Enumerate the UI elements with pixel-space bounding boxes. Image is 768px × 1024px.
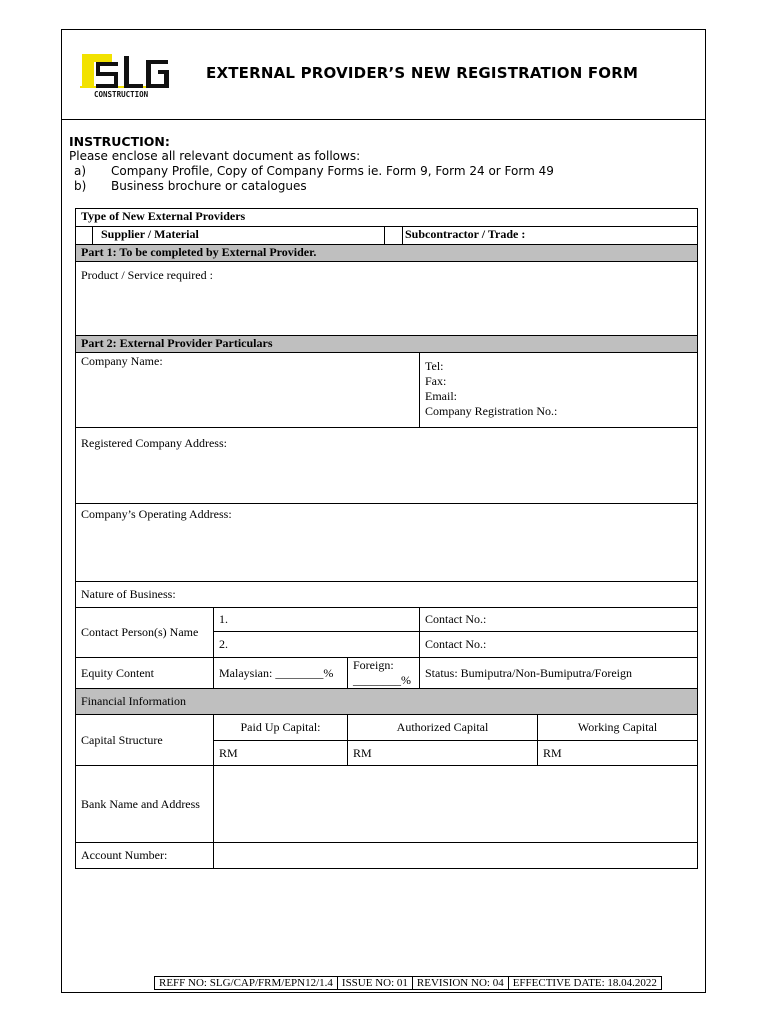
part1-heading: Part 1: To be completed by External Provider. [76,245,698,262]
status-field[interactable]: Status: Bumiputra/Non-Bumiputra/Foreign [420,658,698,689]
company-logo [80,50,180,100]
subcontractor-label [385,227,698,245]
malaysian-equity-field[interactable]: Malaysian: ________% [214,658,348,689]
operating-address-label: Company’s Operating Address: [81,507,232,521]
issue-no: ISSUE NO: 01 [337,976,413,990]
svg-text:CONSTRUCTION: CONSTRUCTION [94,90,149,99]
account-number-label: Account Number: [76,843,214,869]
instruction-text: Company Profile, Copy of Company Forms ie. Form 9, Form 24 or Form 49 [111,164,554,178]
fax-label: Fax: [425,374,447,388]
instruction-item [69,164,554,179]
contact-person-2-label: 2. [219,637,228,651]
paid-up-capital-field[interactable]: RM [214,741,348,766]
capital-structure-label: Capital Structure [76,715,214,766]
contact-person-label: Contact Person(s) Name [76,608,214,658]
document-footer [154,976,661,990]
operating-address-field[interactable] [76,504,698,582]
account-number-field[interactable] [214,843,698,869]
product-service-label: Product / Service required : [81,268,213,282]
instruction-marker: a) [74,164,87,178]
authorized-capital-field[interactable]: RM [348,741,538,766]
supplier-checkbox[interactable] [76,227,93,245]
reff-no: REFF NO: SLG/CAP/FRM/EPN12/1.4 [154,976,338,990]
subcontractor-checkbox[interactable] [385,227,403,244]
effective-date: EFFECTIVE DATE: 18.04.2022 [508,976,662,990]
contact-info-field[interactable] [420,353,698,428]
nature-of-business-label: Nature of Business: [81,587,176,601]
contact-no-label: Contact No.: [425,612,487,626]
paid-up-capital-header: Paid Up Capital: [214,715,348,741]
contact-person-2-field[interactable] [214,632,420,658]
instruction-text: Business brochure or catalogues [111,179,307,193]
contact-no-1-field[interactable] [420,608,698,632]
authorized-capital-header: Authorized Capital [348,715,538,741]
product-service-field[interactable] [76,262,698,336]
subcontractor-text: Subcontractor / Trade : [405,227,526,241]
revision-no: REVISION NO: 04 [412,976,509,990]
instruction-item [69,179,554,194]
form-title: EXTERNAL PROVIDER’S NEW REGISTRATION FORM [206,64,639,82]
financial-heading: Financial Information [76,689,698,715]
instruction-heading: INSTRUCTION: [69,134,170,149]
bank-name-label: Bank Name and Address [76,766,214,843]
tel-label: Tel: [425,359,444,373]
working-capital-header: Working Capital [538,715,698,741]
foreign-equity-field[interactable]: Foreign: ________% [348,658,420,689]
contact-no-label: Contact No.: [425,637,487,651]
type-heading: Type of New External Providers [76,209,698,227]
reg-no-label: Company Registration No.: [425,404,558,418]
email-label: Email: [425,389,457,403]
company-name-field[interactable] [76,353,420,428]
contact-person-1-label: 1. [219,612,228,626]
registration-form-table [75,208,698,869]
equity-content-label: Equity Content [76,658,214,689]
contact-person-1-field[interactable] [214,608,420,632]
bank-name-field[interactable] [214,766,698,843]
instruction-block [69,134,554,194]
working-capital-field[interactable]: RM [538,741,698,766]
contact-no-2-field[interactable] [420,632,698,658]
registered-address-field[interactable] [76,428,698,504]
part2-heading: Part 2: External Provider Particulars [76,336,698,353]
nature-of-business-field[interactable] [76,582,698,608]
company-name-label: Company Name: [81,354,163,368]
instruction-intro: Please enclose all relevant document as follows: [69,149,361,163]
registered-address-label: Registered Company Address: [81,436,227,450]
instruction-marker: b) [74,179,87,193]
supplier-label: Supplier / Material [93,227,385,245]
